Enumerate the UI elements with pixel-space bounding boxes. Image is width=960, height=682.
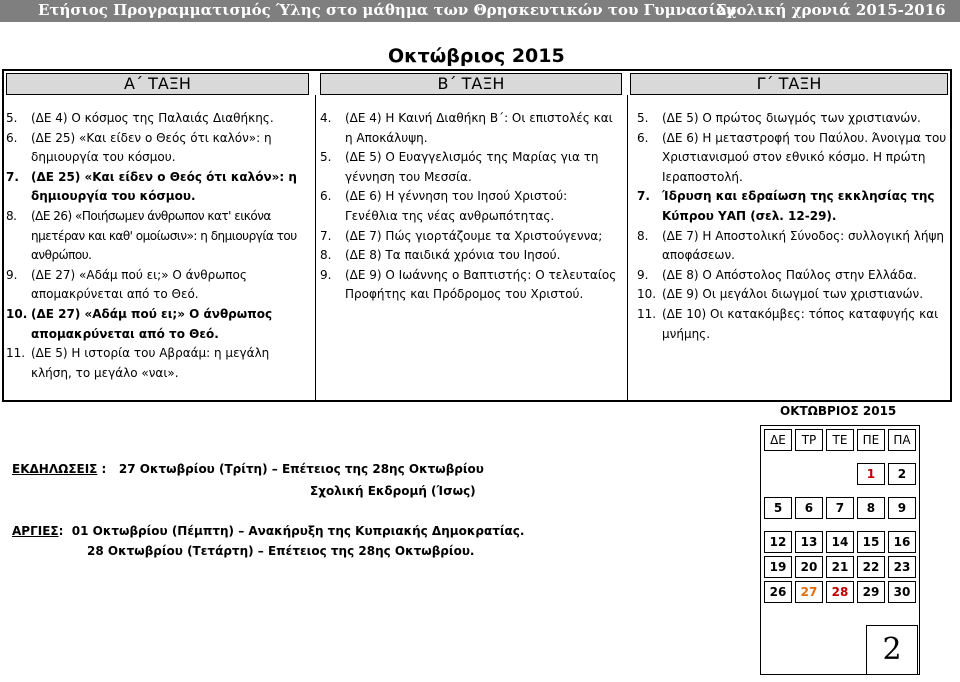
list-item: 10. (ΔΕ 27) «Αδάμ πού ει;» Ο άνθρωπος απομακρύνεται από το Θεό. <box>6 306 273 341</box>
calendar-grid <box>761 426 919 606</box>
column-header-b: Β΄ ΤΑΞΗ <box>320 73 622 95</box>
calendar-cell: 8 <box>857 497 885 519</box>
calendar-day-header: ΠΕ <box>857 429 885 451</box>
holidays-line2: 28 Οκτωβρίου (Τετάρτη) – Επέτειος της 28ης Οκτωβρίου. <box>87 544 475 558</box>
list-item: 7. (ΔΕ 7) Πώς γιορτάζουμε τα Χριστούγεννα; <box>320 228 603 243</box>
calendar-cell: 22 <box>857 556 885 578</box>
list-item: 5. (ΔΕ 4) Ο κόσμος της Παλαιάς Διαθήκης. <box>6 111 274 125</box>
list-item: 5. (ΔΕ 5) Ο πρώτος διωγμός των χριστιανών. <box>637 111 921 125</box>
calendar-cell-highlight: 27 <box>795 581 823 603</box>
events-line2: Σχολική Εκδρομή (Ίσως) <box>310 484 476 498</box>
calendar-spacer <box>764 488 792 494</box>
list-item: 7. (ΔΕ 25) «Και είδεν ο Θεός ότι καλόν»: η δημιουργία του κόσμου. <box>6 169 297 204</box>
calendar-cell <box>764 463 792 485</box>
list-item: 9. (ΔΕ 8) Ο Απόστολος Παύλος στην Ελλάδα. <box>637 267 917 282</box>
list-item: 6. (ΔΕ 6) Η μεταστροφή του Παύλου. Άνοιγμα του Χριστιανισμού στον εθνικό κόσμο. Η πρώτη Ιεραποστολή. <box>637 130 947 184</box>
list-item: 9. (ΔΕ 9) Ο Ιωάννης ο Βαπτιστής: Ο τελευταίος Προφήτης και Πρόδρομος του Χριστού. <box>320 267 617 302</box>
calendar-cell <box>795 463 823 485</box>
list-item: 9. (ΔΕ 27) «Αδάμ πού ει;» Ο άνθρωπος απομακρύνεται από το Θεό. <box>6 267 247 302</box>
column-header-c: Γ΄ ΤΑΞΗ <box>630 73 948 95</box>
calendar-cell: 2 <box>888 463 916 485</box>
page-number: 2 <box>866 625 918 675</box>
calendar-cell: 1 <box>857 463 885 485</box>
calendar-spacer <box>764 454 792 460</box>
column-divider <box>315 95 316 401</box>
calendar-cell: 26 <box>764 581 792 603</box>
list-item: 6. (ΔΕ 25) «Και είδεν ο Θεός ότι καλόν»: η δημιουργία του κόσμου. <box>6 130 272 165</box>
calendar-cell <box>826 463 854 485</box>
calendar-cell: 9 <box>888 497 916 519</box>
calendar-cell: 29 <box>857 581 885 603</box>
calendar-cell-highlight: 28 <box>826 581 854 603</box>
list-item: 4. (ΔΕ 4) Η Καινή Διαθήκη Β΄: Οι επιστολές και η Αποκάλυψη. <box>320 111 613 145</box>
column-c-list <box>637 109 949 344</box>
column-header-a: Α΄ ΤΑΞΗ <box>6 73 309 95</box>
list-item: 10. (ΔΕ 9) Οι μεγάλοι διωγμοί των χριστιανών. <box>637 287 924 302</box>
list-item: 11. (ΔΕ 10) Οι κατακόμβες: τόπος καταφυγής και μνήμης. <box>637 306 939 341</box>
calendar-cell: 23 <box>888 556 916 578</box>
calendar-cell: 16 <box>888 531 916 553</box>
calendar-day-header: ΤΕ <box>826 429 854 451</box>
calendar-cell: 15 <box>857 531 885 553</box>
calendar-spacer <box>764 522 792 528</box>
calendar-cell: 5 <box>764 497 792 519</box>
calendar-cell: 14 <box>826 531 854 553</box>
page-header <box>0 0 960 22</box>
holidays-line1: ΑΡΓΙΕΣ: 01 Οκτωβρίου (Πέμπτη) – Ανακήρυξη της Κυπριακής Δημοκρατίας. <box>12 524 525 538</box>
calendar-day-header: ΤΡ <box>795 429 823 451</box>
list-item: 8. (ΔΕ 8) Τα παιδικά χρόνια του Ιησού. <box>320 248 561 263</box>
events-label: ΕΚΔΗΛΩΣΕΙΣ <box>12 462 98 476</box>
calendar-cell: 13 <box>795 531 823 553</box>
calendar-cell: 30 <box>888 581 916 603</box>
list-item: 7. Ίδρυση και εδραίωση της εκκλησίας της Κύπρου ΥΑΠ (σελ. 12-29). <box>637 189 935 223</box>
calendar-cell: 20 <box>795 556 823 578</box>
list-item: 8. (ΔΕ 7) Η Αποστολική Σύνοδος: συλλογική λήψη αποφάσεων. <box>637 228 944 263</box>
list-item: 6. (ΔΕ 6) Η γέννηση του Ιησού Χριστού: Γενέθλια της νέας ανθρωπότητας. <box>320 189 568 223</box>
list-item: 5. (ΔΕ 5) Ο Ευαγγελισμός της Μαρίας για τη γέννηση του Μεσσία. <box>320 150 599 184</box>
header-title: Ετήσιος Προγραμματισμός Ύλης στο μάθημα των Θρησκευτικών του Γυμνασίου <box>38 1 737 19</box>
month-title: Οκτώβριος 2015 <box>388 45 565 67</box>
holidays-label: ΑΡΓΙΕΣ <box>12 524 59 538</box>
header-school-year: Σχολική χρονιά 2015-2016 <box>716 1 946 19</box>
list-item: 11. (ΔΕ 5) Η ιστορία του Αβραάμ: η μεγάλη κλήση, το μεγάλο «ναι». <box>6 346 270 380</box>
column-b-list <box>320 109 622 305</box>
calendar-cell: 6 <box>795 497 823 519</box>
column-divider <box>627 95 628 401</box>
calendar-cell: 19 <box>764 556 792 578</box>
events-line1: ΕΚΔΗΛΩΣΕΙΣ : 27 Οκτωβρίου (Τρίτη) – Επέτειος της 28ης Οκτωβρίου <box>12 462 484 476</box>
list-item: 8. (ΔΕ 26) «Ποιήσωμεν άνθρωπον κατ' εικόνα ημετέραν και καθ' ομοίωσιν»: η δημιουργία του ανθρώπου. <box>6 208 297 263</box>
column-a-list <box>6 109 309 383</box>
calendar-cell: 12 <box>764 531 792 553</box>
calendar-cell: 7 <box>826 497 854 519</box>
calendar-day-header: ΠΑ <box>888 429 916 451</box>
calendar-title: ΟΚΤΩΒΡΙΟΣ 2015 <box>780 404 897 418</box>
calendar-day-header: ΔΕ <box>764 429 792 451</box>
calendar-cell: 21 <box>826 556 854 578</box>
